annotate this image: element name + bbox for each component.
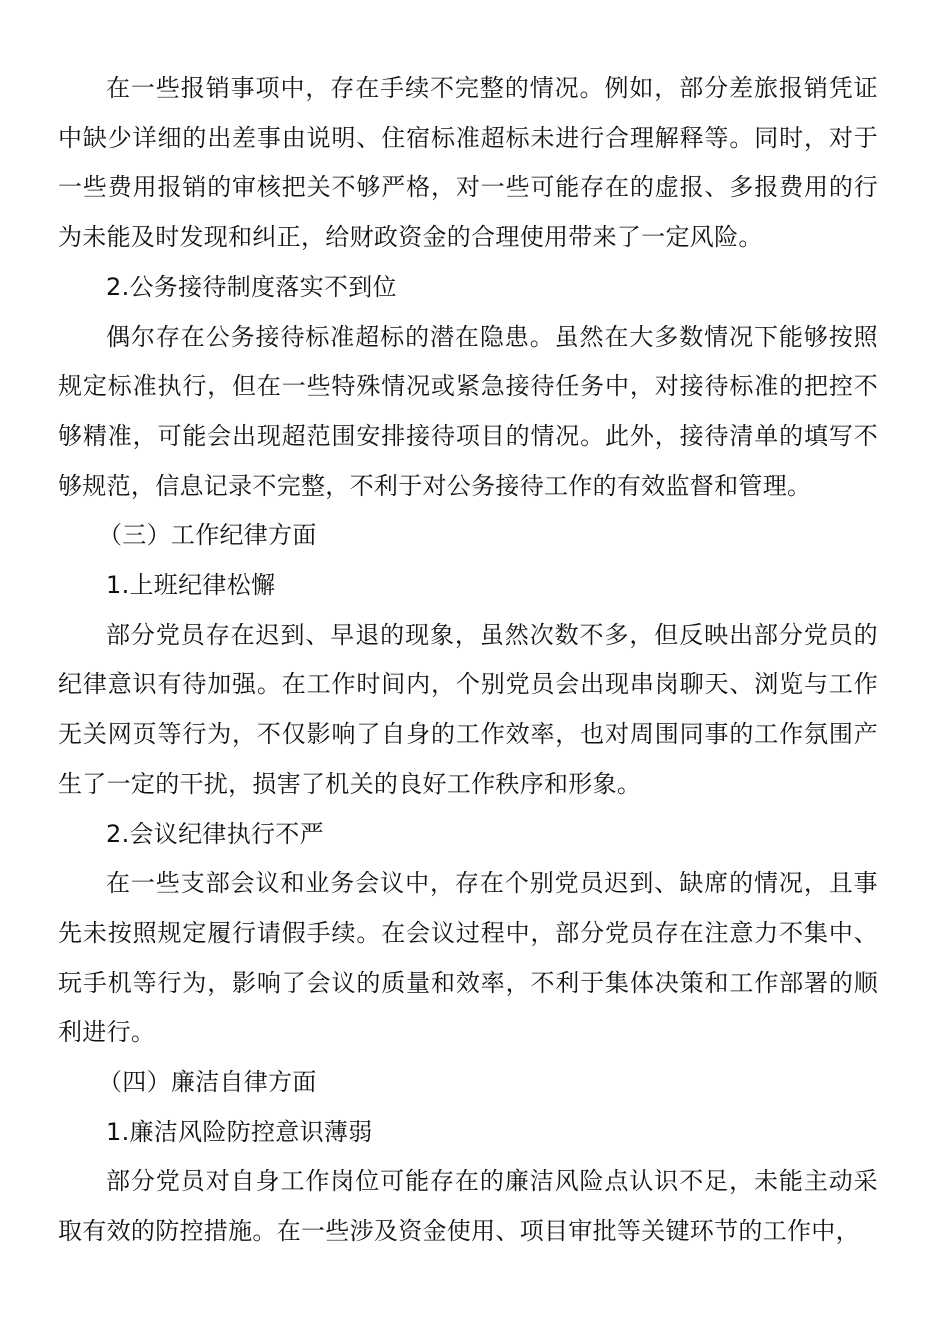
section-heading-integrity: （四）廉洁自律方面: [98, 1068, 317, 1097]
paragraph-reimbursement-procedures: 在一些报销事项中，存在手续不完整的情况。例如，部分差旅报销凭证中缺少详细的出差事由说明、住宿标准超标未进行合理解释等。同时，对于一些费用报销的审核把关不够严格，对一些可能存在的虚报、多报费用的行为未能及时发现和纠正，给财政资金的合理使用带来了一定风险。: [58, 74, 878, 252]
paragraph-reception-standards: 偶尔存在公务接待标准超标的潜在隐患。虽然在大多数情况下能够按照规定标准执行，但在一些特殊情况或紧急接待任务中，对接待标准的把控不够精准，可能会出现超范围安排接待项目的情况。此外，接待清单的填写不够规范，信息记录不完整，不利于对公务接待工作的有效监督和管理。: [58, 322, 878, 500]
paragraph-integrity-risk: 部分党员对自身工作岗位可能存在的廉洁风险点认识不足，未能主动采取有效的防控措施。在一些涉及资金使用、项目审批等关键环节的工作中，: [58, 1167, 878, 1246]
subheading-integrity-risk: 1.廉洁风险防控意识薄弱: [106, 1117, 373, 1146]
section-heading-work-discipline: （三）工作纪律方面: [98, 521, 317, 550]
subheading-attendance-discipline: 1.上班纪律松懈: [106, 571, 276, 600]
paragraph-meeting-discipline: 在一些支部会议和业务会议中，存在个别党员迟到、缺席的情况，且事先未按照规定履行请假手续。在会议过程中，部分党员存在注意力不集中、玩手机等行为，影响了会议的质量和效率，不利于集体决策和工作部署的顺利进行。: [58, 869, 878, 1047]
document-body: [58, 64, 878, 1257]
subheading-reception-system: 2.公务接待制度落实不到位: [106, 272, 397, 301]
paragraph-attendance-discipline: 部分党员存在迟到、早退的现象，虽然次数不多，但反映出部分党员的纪律意识有待加强。在工作时间内，个别党员会出现串岗聊天、浏览与工作无关网页等行为，不仅影响了自身的工作效率，也对周围同事的工作氛围产生了一定的干扰，损害了机关的良好工作秩序和形象。: [58, 620, 878, 798]
subheading-meeting-discipline: 2.会议纪律执行不严: [106, 819, 324, 848]
